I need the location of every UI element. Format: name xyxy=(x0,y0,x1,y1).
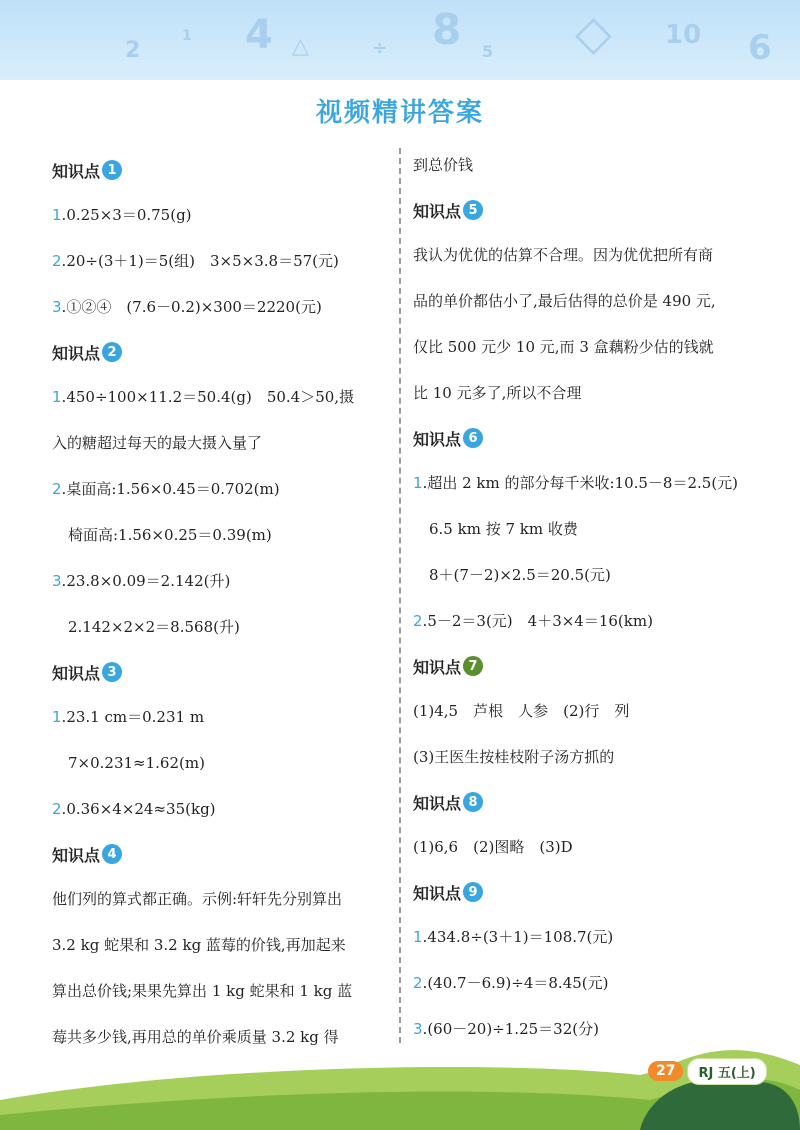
answer-text: .450÷100×11.2＝50.4(g) 50.4＞50,摄 xyxy=(61,388,355,406)
right-column xyxy=(413,148,763,1052)
answer-line xyxy=(413,734,763,780)
section-heading-label: 知识点 xyxy=(413,429,462,449)
answer-line xyxy=(52,604,387,650)
answer-text: 椅面高:1.56×0.25＝0.39(m) xyxy=(68,526,272,544)
section-heading xyxy=(52,148,387,192)
deco-digit: 6 xyxy=(748,28,772,68)
item-number: 2 xyxy=(413,612,423,630)
answer-line xyxy=(52,284,387,330)
answer-text: .超出 2 km 的部分每千米收:10.5－8＝2.5(元) xyxy=(422,474,739,492)
section-number-badge: 4 xyxy=(102,844,122,864)
answer-line xyxy=(413,552,763,598)
answer-line xyxy=(413,824,763,870)
item-number: 2 xyxy=(413,974,423,992)
answer-text: 算出总价钱;果果先算出 1 kg 蛇果和 1 kg 蓝 xyxy=(52,982,353,1000)
answer-text: (1)4,5 芦根 人参 (2)行 列 xyxy=(413,702,630,720)
section-number-badge: 3 xyxy=(102,662,122,682)
item-number: 3 xyxy=(52,298,62,316)
item-number: 1 xyxy=(413,474,423,492)
answer-line xyxy=(52,238,387,284)
answer-text: 7×0.231≈1.62(m) xyxy=(68,754,205,772)
answer-text: 比 10 元多了,所以不合理 xyxy=(413,384,582,402)
answer-text: (3)王医生按桂枝附子汤方抓的 xyxy=(413,748,615,766)
item-number: 2 xyxy=(52,480,62,498)
deco-digit: 1 xyxy=(182,28,192,44)
answer-text: .(60－20)÷1.25＝32(分) xyxy=(422,1020,599,1038)
item-number: 3 xyxy=(52,572,62,590)
section-number-badge: 5 xyxy=(463,200,483,220)
answer-line xyxy=(52,968,387,1014)
answer-line xyxy=(413,688,763,734)
answer-text: 入的糖超过每天的最大摄入量了 xyxy=(52,434,263,452)
answer-text: 莓共多少钱,再用总的单价乘质量 3.2 kg 得 xyxy=(52,1028,339,1046)
answer-line xyxy=(413,324,763,370)
answer-line xyxy=(52,558,387,604)
answer-text: 3.2 kg 蛇果和 3.2 kg 蓝莓的价钱,再加起来 xyxy=(52,936,346,954)
page-number: 27 xyxy=(648,1061,683,1081)
section-heading-label: 知识点 xyxy=(52,161,101,181)
section-heading xyxy=(413,416,763,460)
answer-text: .0.25×3＝0.75(g) xyxy=(61,206,192,224)
left-column xyxy=(52,148,387,1060)
section-heading xyxy=(413,780,763,824)
answer-text: 品的单价都估小了,最后估得的总价是 490 元, xyxy=(413,292,716,310)
section-number-badge: 8 xyxy=(463,792,483,812)
answer-text: (1)6,6 (2)图略 (3)D xyxy=(413,838,573,856)
answer-text: .0.36×4×24≈35(kg) xyxy=(61,800,216,818)
answer-line xyxy=(52,420,387,466)
header-banner xyxy=(0,0,800,80)
section-heading xyxy=(413,188,763,232)
answer-text: 2.142×2×2＝8.568(升) xyxy=(68,618,240,636)
item-number: 1 xyxy=(413,928,423,946)
answer-line xyxy=(413,598,763,644)
answer-text: 仅比 500 元少 10 元,而 3 盒藕粉少估的钱就 xyxy=(413,338,714,356)
answer-line xyxy=(52,512,387,558)
answer-line xyxy=(52,786,387,832)
deco-digit: 10 xyxy=(665,20,702,50)
section-heading-label: 知识点 xyxy=(413,793,462,813)
answer-text: .434.8÷(3＋1)＝108.7(元) xyxy=(422,928,614,946)
answer-line xyxy=(413,278,763,324)
answer-text: .20÷(3＋1)＝5(组) 3×5×3.8＝57(元) xyxy=(61,252,339,270)
answer-line xyxy=(52,876,387,922)
page-title: 视频精讲答案 xyxy=(315,98,484,128)
item-number: 2 xyxy=(52,252,62,270)
answer-line xyxy=(413,370,763,416)
section-heading-label: 知识点 xyxy=(413,201,462,221)
answer-text: .23.1 cm＝0.231 m xyxy=(61,708,205,726)
answer-text: .(40.7－6.9)÷4＝8.45(元) xyxy=(422,974,609,992)
answer-text: .①②④ (7.6－0.2)×300＝2220(元) xyxy=(61,298,322,316)
answer-text: 8＋(7－2)×2.5＝20.5(元) xyxy=(429,566,611,584)
deco-divide: ÷ xyxy=(372,38,388,59)
section-heading-label: 知识点 xyxy=(52,663,101,683)
answer-line xyxy=(413,960,763,1006)
answer-line xyxy=(413,460,763,506)
item-number: 1 xyxy=(52,206,62,224)
continued-line: 到总价钱 xyxy=(413,156,474,174)
item-number: 3 xyxy=(413,1020,423,1038)
item-number: 2 xyxy=(52,800,62,818)
section-heading xyxy=(52,330,387,374)
answer-line xyxy=(52,922,387,968)
deco-triangle: △ xyxy=(292,34,309,59)
answer-text: .23.8×0.09＝2.142(升) xyxy=(61,572,231,590)
section-number-badge: 6 xyxy=(463,428,483,448)
deco-digit: 5 xyxy=(482,42,494,61)
answer-text: 我认为优优的估算不合理。因为优优把所有商 xyxy=(413,246,714,264)
page-badge xyxy=(648,1058,767,1084)
section-heading xyxy=(52,650,387,694)
deco-diamond: ◇ xyxy=(575,5,612,61)
section-heading xyxy=(413,644,763,688)
deco-digit: 2 xyxy=(125,38,141,63)
answer-text: .桌面高:1.56×0.45＝0.702(m) xyxy=(61,480,280,498)
edition-label: RJ 五(上) xyxy=(687,1058,766,1085)
answer-text: 他们列的算式都正确。示例:轩轩先分别算出 xyxy=(52,890,343,908)
section-heading-label: 知识点 xyxy=(413,883,462,903)
answer-line xyxy=(52,374,387,420)
answer-text: 6.5 km 按 7 km 收费 xyxy=(429,520,578,538)
column-divider xyxy=(399,148,401,1043)
item-number: 1 xyxy=(52,388,62,406)
section-heading xyxy=(52,832,387,876)
section-number-badge: 2 xyxy=(102,342,122,362)
section-heading-label: 知识点 xyxy=(52,343,101,363)
answer-line xyxy=(52,466,387,512)
section-heading xyxy=(413,870,763,914)
answer-line xyxy=(52,740,387,786)
section-heading-label: 知识点 xyxy=(52,845,101,865)
answer-line xyxy=(52,694,387,740)
answer-line xyxy=(413,506,763,552)
section-number-badge: 1 xyxy=(102,160,122,180)
deco-digit: 8 xyxy=(432,5,462,54)
answer-line xyxy=(52,192,387,238)
section-number-badge: 9 xyxy=(463,882,483,902)
deco-digit: 4 xyxy=(245,12,273,58)
item-number: 1 xyxy=(52,708,62,726)
answer-line xyxy=(413,232,763,278)
section-heading-label: 知识点 xyxy=(413,657,462,677)
answer-line xyxy=(413,914,763,960)
section-number-badge: 7 xyxy=(463,656,483,676)
answer-text: .5－2＝3(元) 4＋3×4＝16(km) xyxy=(422,612,653,630)
